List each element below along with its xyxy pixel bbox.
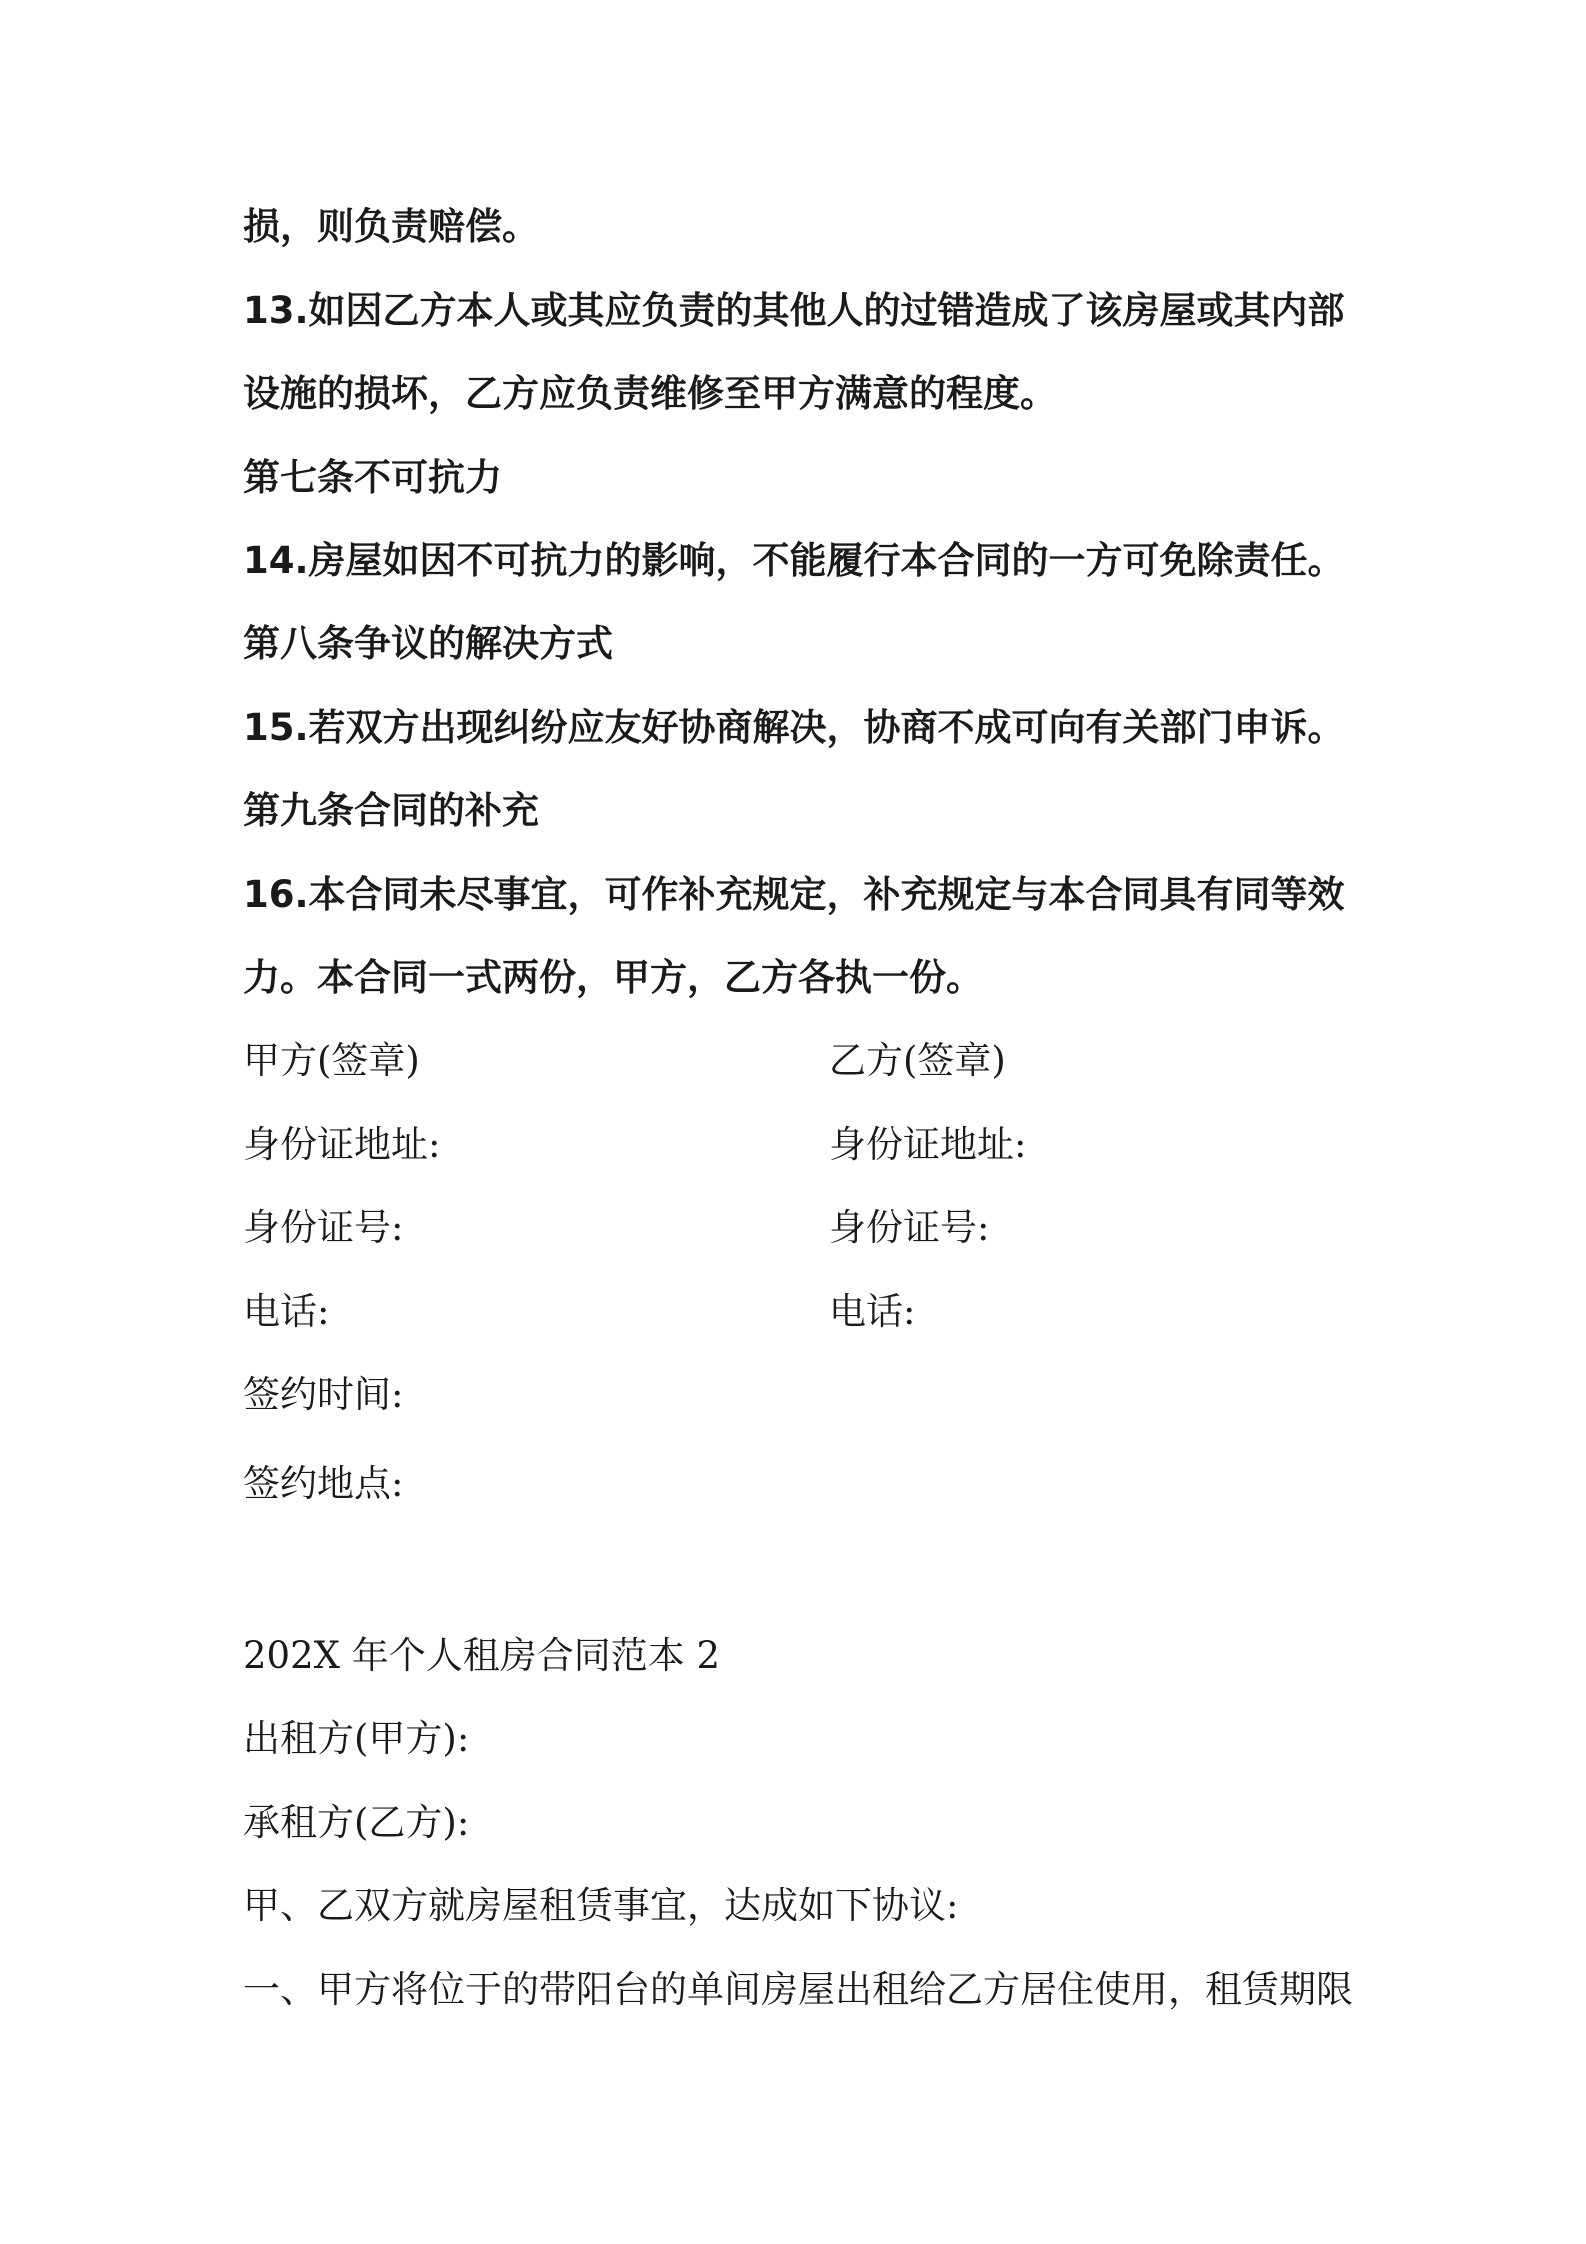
party-a-seal: 甲方(签章) [243, 1039, 420, 1082]
party-a-id-address: 身份证地址: [243, 1123, 441, 1166]
party-b-id-number: 身份证号: [829, 1206, 990, 1249]
agreement-intro: 甲、乙双方就房屋租赁事宜，达成如下协议: [243, 1884, 959, 1927]
signing-place: 签约地点: [243, 1462, 404, 1505]
contract-2-title: 202X 年个人租房合同范本 2 [243, 1634, 721, 1677]
article-9-heading: 第九条合同的补充 [243, 789, 539, 832]
clause-16-line-1: 16.本合同未尽事宜，可作补充规定，补充规定与本合同具有同等效 [243, 873, 1345, 916]
party-b-id-address: 身份证地址: [829, 1123, 1027, 1166]
clause-13-line-1: 13.如因乙方本人或其应负责的其他人的过错造成了该房屋或其内部 [243, 289, 1345, 332]
party-b-seal: 乙方(签章) [829, 1039, 1006, 1082]
lessor-party-a: 出租方(甲方): [243, 1717, 470, 1760]
party-b-phone: 电话: [829, 1290, 916, 1333]
party-a-phone: 电话: [243, 1290, 330, 1333]
clause-12-tail: 损，则负责赔偿。 [243, 205, 539, 248]
signing-time: 签约时间: [243, 1373, 404, 1416]
article-7-heading: 第七条不可抗力 [243, 456, 502, 499]
article-8-heading: 第八条争议的解决方式 [243, 622, 613, 665]
party-a-id-number: 身份证号: [243, 1206, 404, 1249]
lessee-party-b: 承租方(乙方): [243, 1801, 470, 1844]
clause-14: 14.房屋如因不可抗力的影响，不能履行本合同的一方可免除责任。 [243, 539, 1345, 582]
clause-13-line-2: 设施的损坏，乙方应负责维修至甲方满意的程度。 [243, 372, 1057, 415]
clause-1-line-1: 一、甲方将位于的带阳台的单间房屋出租给乙方居住使用，租赁期限 [243, 1968, 1353, 2011]
clause-16-line-2: 力。本合同一式两份，甲方，乙方各执一份。 [243, 956, 983, 999]
clause-15: 15.若双方出现纠纷应友好协商解决，协商不成可向有关部门申诉。 [243, 706, 1345, 749]
